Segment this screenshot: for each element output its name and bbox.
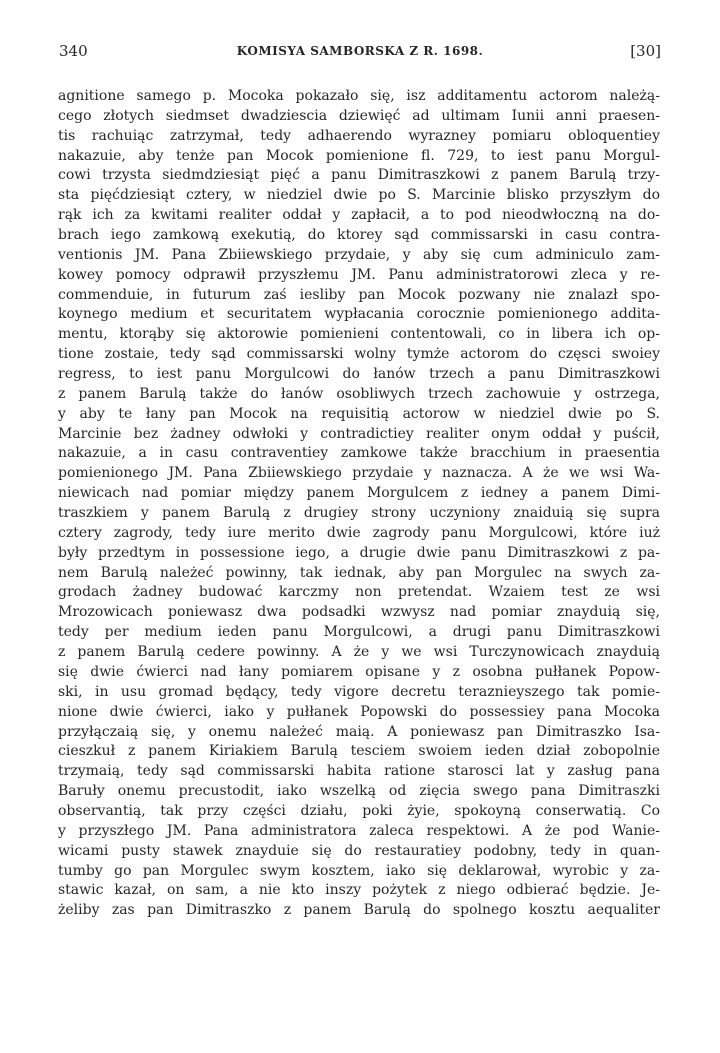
text-line: kowey pomocy odprawił przyszłemu JM. Panu administratorowi zleca y re-: [58, 266, 660, 283]
text-line: Marcinie bez żadney odwłoki y contradictiey realiter onym oddał y puścił,: [58, 425, 660, 442]
text-line: nakazuie, aby tenże pan Mocok pomienione fl. 729, to iest panu Morgul-: [58, 147, 660, 164]
text-line: regress, to iest panu Morgulcowi do łanów trzech a panu Dimitraszkowi: [58, 366, 660, 383]
text-line: y aby te łany pan Mocok na requisitią actorow w niedziel dwie po S.: [58, 405, 660, 422]
text-line: commenduie, in futurum zaś iesliby pan Mocok pozwany nie znalazł spo-: [58, 286, 660, 303]
text-line: grodach żadney budować karczmy non pretendat. Wzaiem test ze wsi: [58, 584, 660, 601]
text-line: stawic kazał, on sam, a nie kto inszy pożytek z niego odbierać będzie. Je-: [58, 882, 660, 899]
text-line: cego złotych siedmset dwadziescia dziewięć ad ultimam Iunii anni praesen-: [58, 107, 660, 124]
text-line: rąk ich za kwitami realiter oddał y zapłacił, a to pod nieodwłoczną na do-: [58, 207, 660, 224]
text-line: niewicach nad pomiar między panem Morgulcem z iedney a panem Dimi-: [58, 485, 660, 502]
text-line: z panem Barulą cedere powinny. A że y we wsi Turczynowicach znayduią: [58, 644, 660, 661]
text-line: tione zostaie, tedy sąd commissarski wolny tymże actorom do częsci swoiey: [58, 346, 660, 363]
text-line: sta pięćdziesiąt cztery, w niedziel dwie po S. Marcinie blisko przyszłym do: [58, 187, 660, 204]
text-line: cowi trzysta siedmdziesiąt pięć a panu Dimitraszkowi z panem Barulą trzy-: [58, 167, 660, 184]
text-line: ventionis JM. Pana Zbiiewskiego przydaie, y aby się cum adminiculo zam-: [58, 246, 660, 263]
text-line: nione dwie ćwierci, iako y pułłanek Popowski do possessiey pana Mocoka: [58, 703, 660, 720]
text-line: z panem Barulą także do łanów osobliwych trzech zachowuie y ostrzega,: [58, 385, 660, 402]
text-line: brach iego zamkową exekutią, do ktorey sąd commissarski in casu contra-: [58, 227, 660, 244]
text-line: trzymaią, tedy sąd commissarski habita ratione starosci lat y zasług pana: [58, 763, 660, 780]
body-text: [58, 87, 660, 921]
text-line: Mrozowicach poniewasz dwa podsadki wzwysz nad pomiar znayduią się,: [58, 604, 660, 621]
running-head: KOMISYA SAMBORSKA Z R. 1698.: [236, 44, 484, 58]
text-line: koynego medium et securitatem wypłacania corocznie pomienionego addita-: [58, 306, 660, 323]
text-line: y przyszłego JM. Pana administratora zaleca respektowi. A że pod Wanie-: [58, 822, 660, 839]
text-line: nakazuie, a in casu contraventiey zamkowe także bracchium in praesentia: [58, 445, 660, 462]
text-line: nem Barulą należeć powinny, tak iednak, aby pan Morgulec na swych za-: [58, 564, 660, 581]
text-line: wicami pusty stawek znayduie się do restauratiey podobny, tedy in quan-: [58, 842, 660, 859]
text-line: były przedtym in possessione iego, a drugie dwie panu Dimitraszkowi z pa-: [58, 544, 660, 561]
text-line: tis rachuiąc zatrzymał, tedy adhaerendo wyrazney pomiaru obloquentiey: [58, 127, 660, 144]
text-line: traszkiem y panem Barulą z drugiey strony uczyniony znaiduią się supra: [58, 505, 660, 522]
text-line: pomienionego JM. Pana Zbiiewskiego przydaie y naznacza. A że we wsi Wa-: [58, 465, 660, 482]
text-line: agnitione samego p. Mocoka pokazało się, isz additamentu actorom należą-: [58, 88, 660, 104]
bracket-page-number: [30]: [630, 42, 661, 60]
text-line: tumby go pan Morgulec swym kosztem, iako się deklarował, wyrobic y za-: [58, 862, 660, 879]
page-number: 340: [59, 42, 88, 60]
text-line: ski, in usu gromad będący, tedy vigore decretu teraznieyszego tak pomie-: [58, 683, 660, 700]
text-line: tedy per medium ieden panu Morgulcowi, a drugi panu Dimitraszkowi: [58, 624, 660, 641]
page-header: [0, 38, 720, 68]
text-line: przyłączaią się, y onemu należeć maią. A poniewasz pan Dimitraszko Isa-: [58, 723, 660, 740]
text-line: żeliby zas pan Dimitraszko z panem Barulą do spolnego kosztu aequaliter: [58, 902, 660, 919]
text-line: Baruły onemu precustodit, iako wszelką od zięcia swego pana Dimitraszki: [58, 783, 660, 800]
text-line: cztery zagrody, tedy iure merito dwie zagrody panu Morgulcowi, które iuż: [58, 524, 660, 541]
text-line: się dwie ćwierci nad łany pomiarem opisane y z osobna pułłanek Popow-: [58, 663, 660, 680]
text-line: mentu, ktorąby się aktorowie pomienieni contentowali, co in libera ich op-: [58, 326, 660, 343]
text-line: observantią, tak przy części działu, poki żyie, spokoyną conserwatią. Co: [58, 802, 660, 819]
text-line: cieszkuł z panem Kiriakiem Barulą tesciem swoiem ieden dział zobopolnie: [58, 743, 660, 760]
